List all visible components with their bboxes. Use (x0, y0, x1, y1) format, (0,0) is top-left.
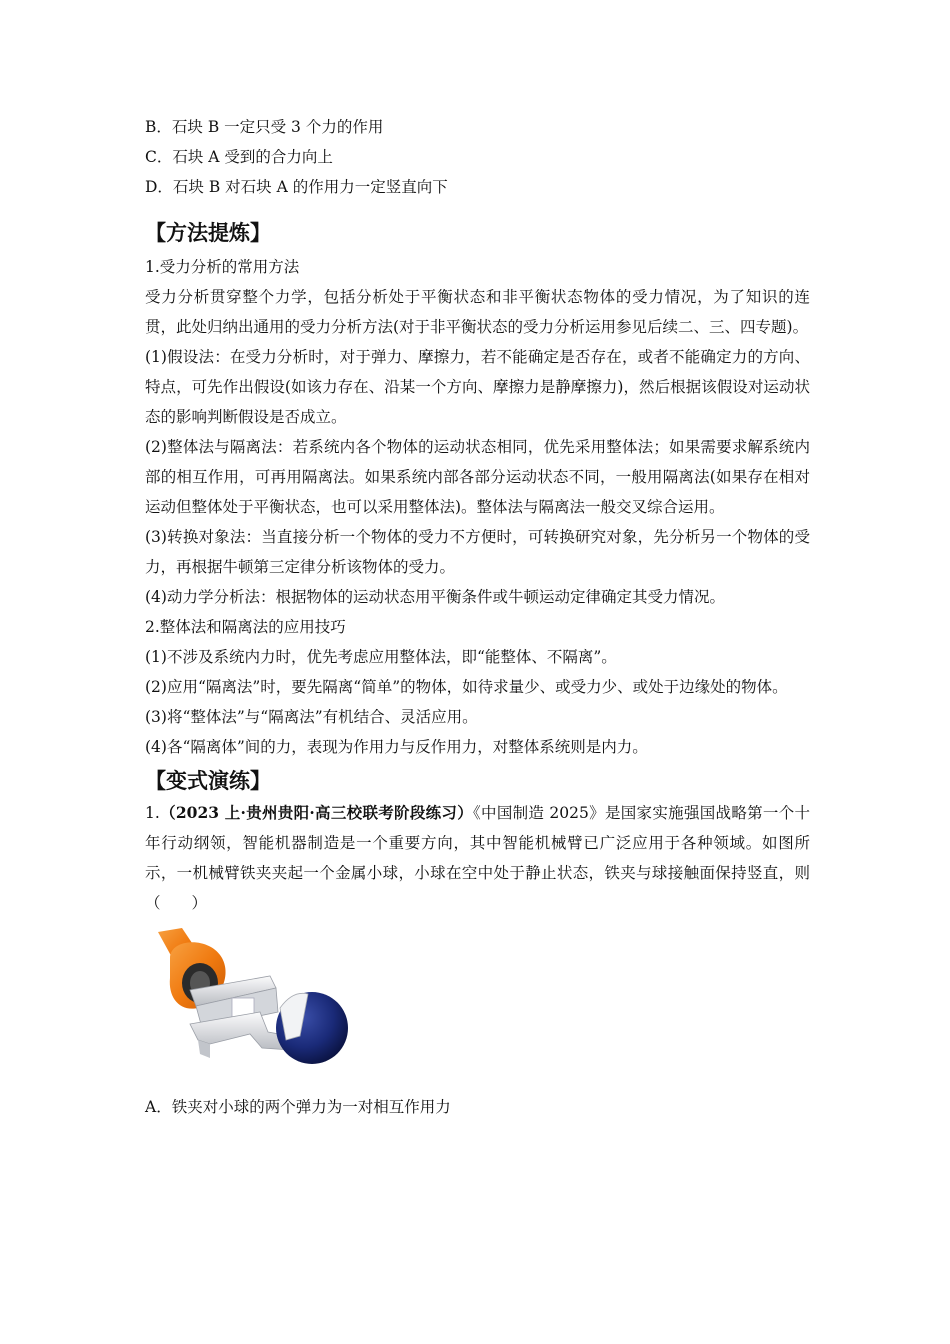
option-c: C．石块 A 受到的合力向上 (145, 148, 333, 166)
method-item-switch-object: (3)转换对象法：当直接分析一个物体的受力不方便时，可转换研究对象，先分析另一个物体的受力，再根据牛顿第三定律分析该物体的受力。 (145, 528, 810, 576)
method-section-1-title: 1.受力分析的常用方法 (145, 258, 300, 276)
method-section-2-title: 2.整体法和隔离法的应用技巧 (145, 618, 346, 636)
method-section-1-intro: 受力分析贯穿整个力学，包括分析处于平衡状态和非平衡状态物体的受力情况，为了知识的连贯，此处归纳出通用的受力分析方法(对于非平衡状态的受力分析运用参见后续二、三、四专题)。 (145, 288, 810, 336)
metal-clamp-shape (190, 976, 290, 1058)
tip-item-1: (1)不涉及系统内力时，优先考虑应用整体法，即“能整体、不隔离”。 (145, 648, 617, 666)
document-page (145, 112, 810, 1122)
tip-item-2: (2)应用“隔离法”时，要先隔离“简单”的物体，如待求量少、或受力少、或处于边缘处的物体。 (145, 678, 788, 696)
option-d: D．石块 B 对石块 A 的作用力一定竖直向下 (145, 178, 448, 196)
method-item-dynamics: (4)动力学分析法：根据物体的运动状态用平衡条件或牛顿运动定律确定其受力情况。 (145, 588, 725, 606)
tip-item-3: (3)将“整体法”与“隔离法”有机结合、灵活应用。 (145, 708, 478, 726)
tip-item-4: (4)各“隔离体”间的力，表现为作用力与反作用力，对整体系统则是内力。 (145, 738, 648, 756)
option-b: B．石块 B 一定只受 3 个力的作用 (145, 118, 384, 136)
robot-arm-figure (150, 928, 350, 1078)
option-a: A．铁夹对小球的两个弹力为一对相互作用力 (145, 1098, 451, 1116)
question-1 (145, 798, 810, 918)
question-source: （2023 上·贵州贵阳·高三校联考阶段练习） (159, 803, 473, 822)
question-number: 1. (145, 804, 160, 822)
method-item-whole-isolation: (2)整体法与隔离法：若系统内各个物体的运动状态相同，优先采用整体法；如果需要求解系统内部的相互作用，可再用隔离法。如果系统内部各部分运动状态不同，一般用隔离法(如果存在相对运动但整体处于平衡状态，也可以采用整体法)。整体法与隔离法一般交叉综合运用。 (145, 438, 810, 516)
method-heading: 【方法提炼】 (145, 221, 271, 245)
question-text: 《中国制造 2025》是国家实施强国战略第一个十年行动纲领，智能机器制造是一个重要方向，其中智能机械臂已广泛应用于各种领域。如图所示，一机械臂铁夹夹起一个金属小球，小球在空中处于静止状态，铁夹与球接触面保持竖直，则（ ） (145, 804, 810, 912)
variant-heading: 【变式演练】 (145, 769, 271, 793)
method-item-assumption: (1)假设法：在受力分析时，对于弹力、摩擦力，若不能确定是否存在，或者不能确定力的方向、特点，可先作出假设(如该力存在、沿某一个方向、摩擦力是静摩擦力)，然后根据该假设对运动状态的影响判断假设是否成立。 (145, 348, 810, 426)
